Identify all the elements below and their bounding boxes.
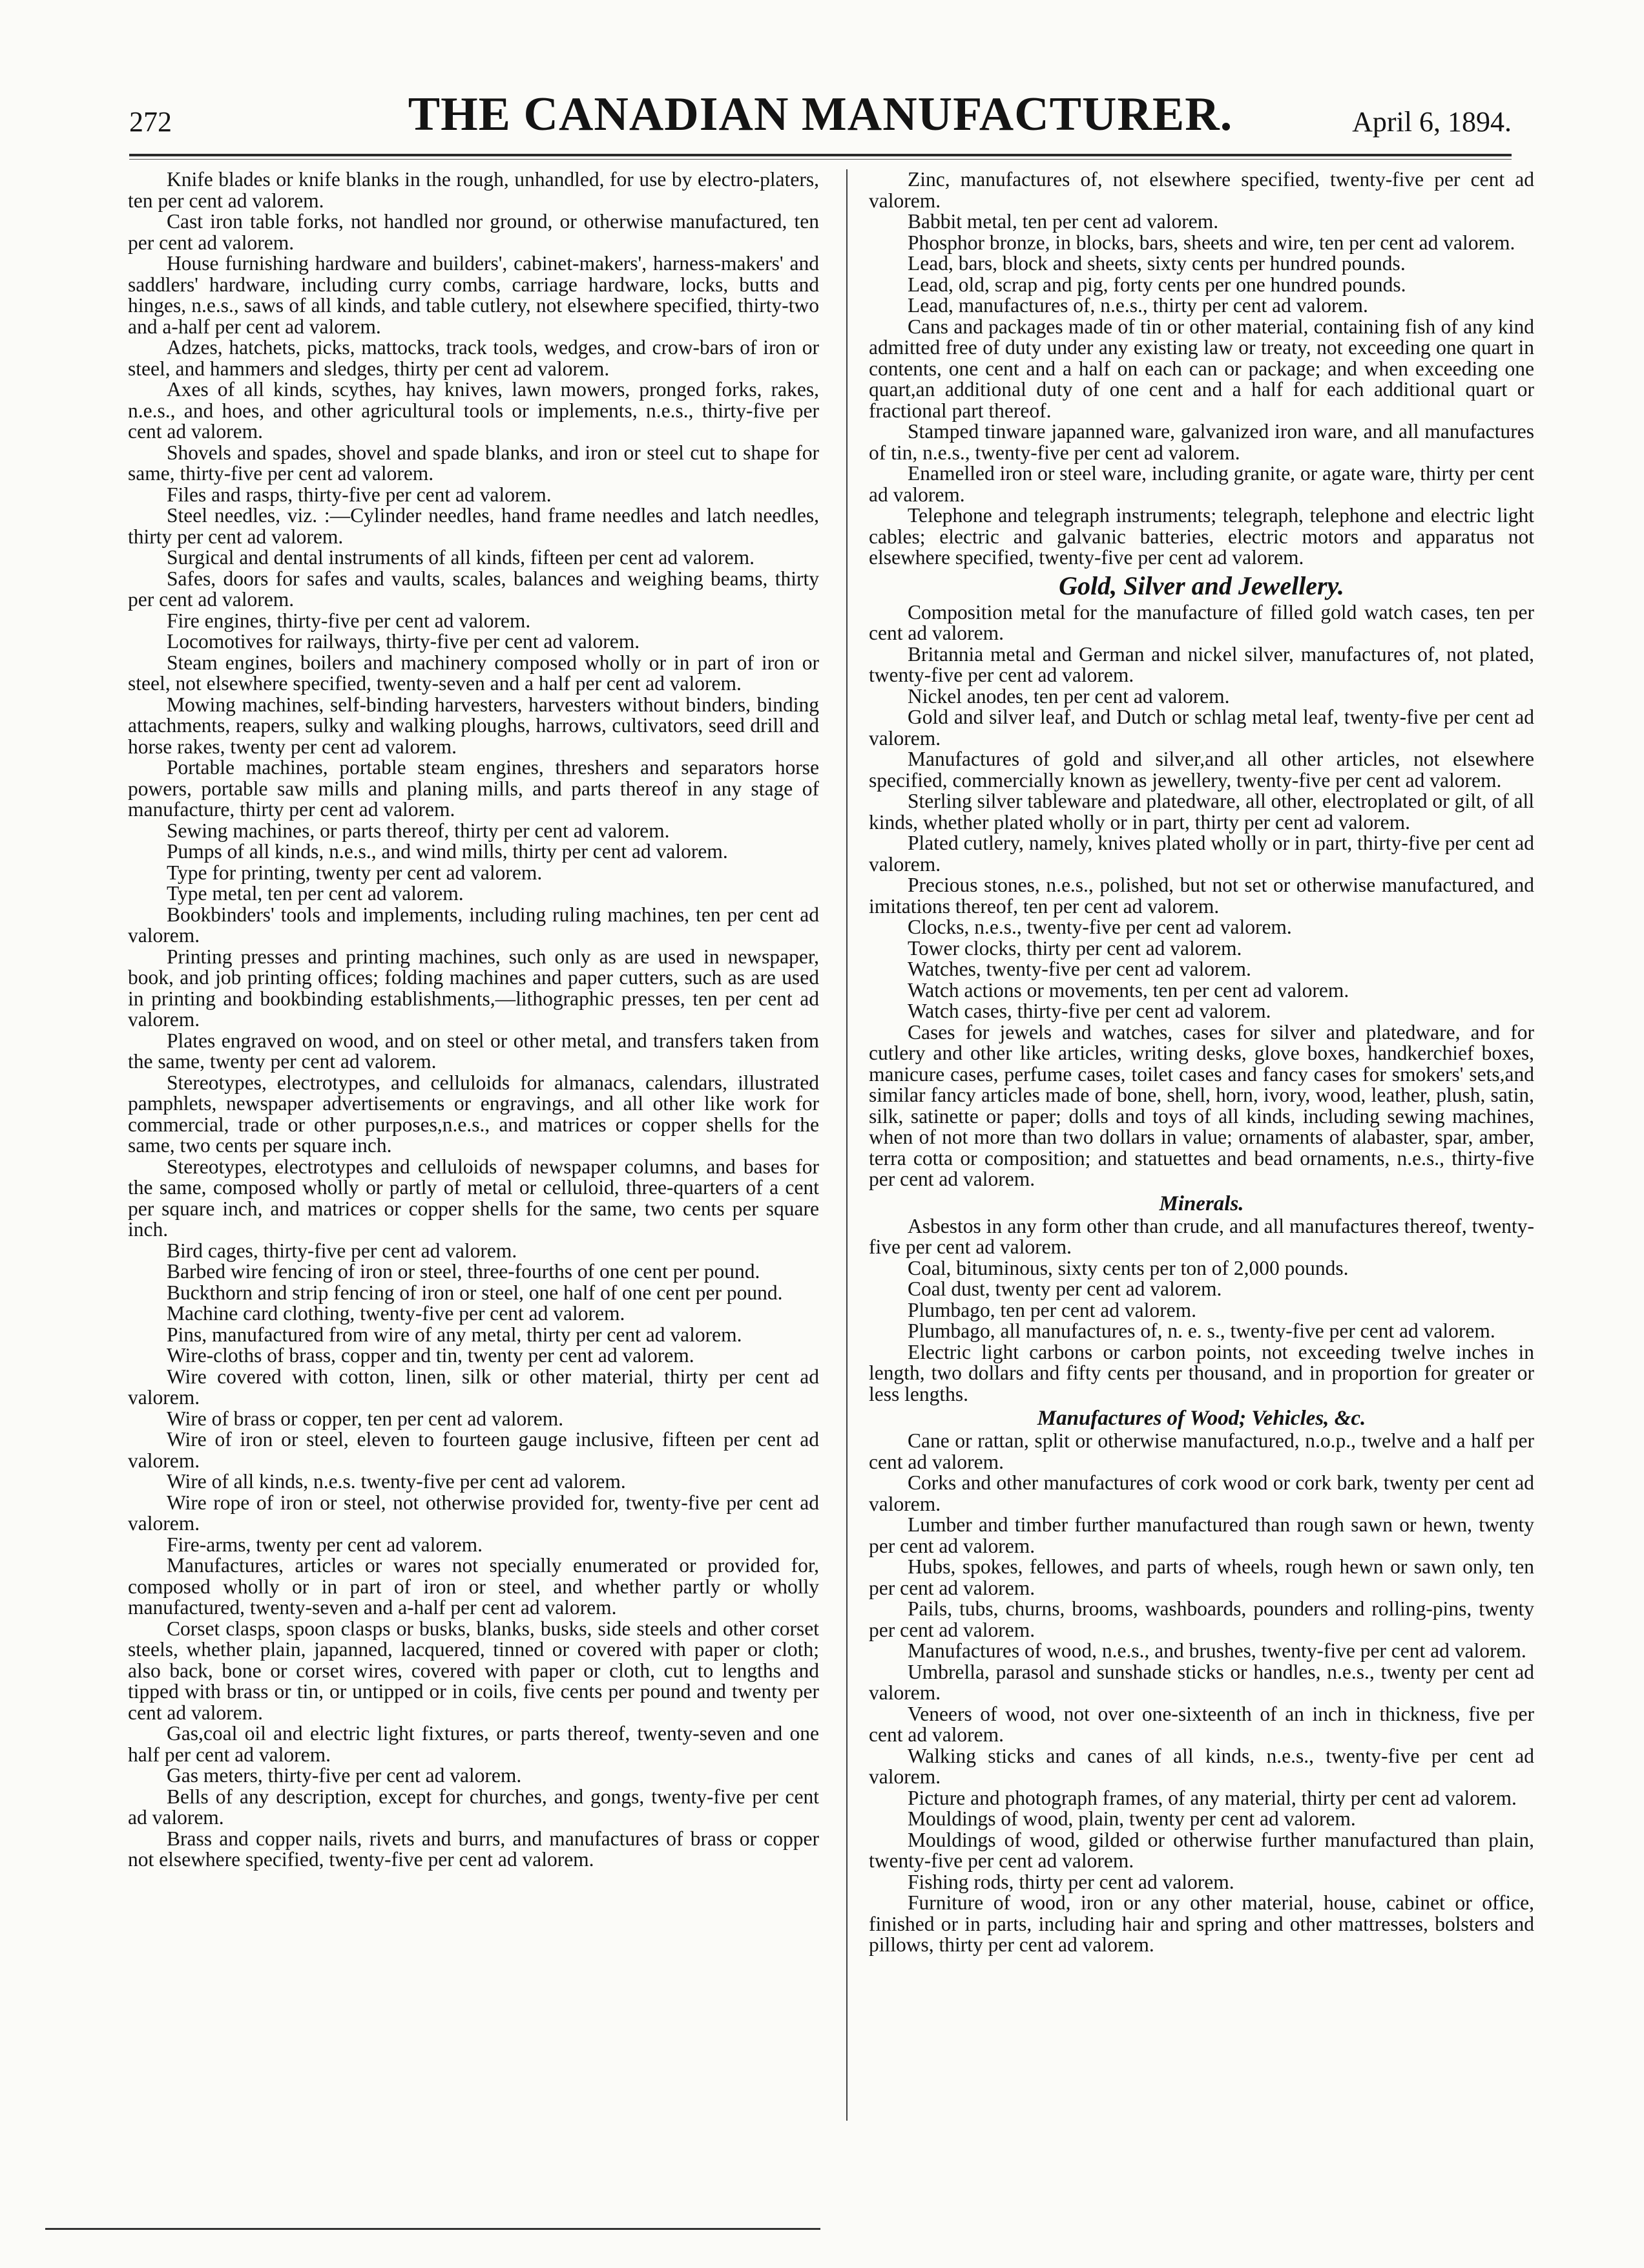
tariff-entry: Plumbago, ten per cent ad valorem.: [908, 1298, 1196, 1321]
tariff-entry: Wire covered with cotton, linen, silk or other material, thirty per cent ad valorem.: [128, 1365, 819, 1409]
tariff-entry: Mouldings of wood, plain, twenty per cent ad valorem.: [908, 1807, 1356, 1830]
tariff-entry: Coal, bituminous, sixty cents per ton of 2,000 pounds.: [908, 1256, 1349, 1279]
tariff-entry: Steel needles, viz. :—Cylinder needles, hand frame needles and latch needles, thirty per cent ad valorem.: [128, 504, 819, 548]
tariff-entry: Barbed wire fencing of iron or steel, three-fourths of one cent per pound.: [167, 1260, 760, 1283]
tariff-entry: Stamped tinware japanned ware, galvanized iron ware, and all manufactures of tin, n.e.s., twenty-five per cent ad valorem.: [869, 420, 1534, 464]
tariff-entry: Locomotives for railways, thirty-five per cent ad valorem.: [167, 630, 640, 653]
tariff-entry: Lumber and timber further manufactured than rough sawn or hewn, twenty per cent ad valorem.: [869, 1513, 1534, 1557]
section-subheading: Manufactures of Wood; Vehicles, &c.: [1037, 1407, 1366, 1430]
page-number: 272: [129, 106, 172, 138]
tariff-entry: Picture and photograph frames, of any material, thirty per cent ad valorem.: [908, 1786, 1517, 1809]
tariff-entry: Precious stones, n.e.s., polished, but not set or otherwise manufactured, and imitations thereof, ten per cent ad valorem.: [869, 874, 1534, 918]
left-column: [128, 169, 819, 2159]
tariff-entry: Cast iron table forks, not handled nor ground, or otherwise manufactured, ten per cent ad valorem.: [128, 210, 819, 254]
tariff-entry: Cans and packages made of tin or other material, containing fish of any kind admitted free of duty under any existing law or treaty, not exceeding one quart in contents, one cent and a half on each can or package; and when exceeding one quart,an additional duty of one cent and a half for each additional quart or fractional part thereof.: [869, 315, 1534, 422]
tariff-entry: Phosphor bronze, in blocks, bars, sheets and wire, ten per cent ad valorem.: [908, 231, 1515, 254]
tariff-entry: Wire of brass or copper, ten per cent ad valorem.: [167, 1407, 564, 1430]
header-rule: [129, 154, 1512, 156]
tariff-entry: Stereotypes, electrotypes, and celluloids for almanacs, calendars, illustrated pamphlets, newspaper advertisements or engravings, and all other like work for commercial, trade or other purposes,n.e.s., and matrices or copper shells for the same, two cents per square inch.: [128, 1071, 819, 1157]
tariff-entry: Sterling silver tableware and platedware, all other, electroplated or gilt, of all kinds, whether plated wholly or in part, thirty per cent ad valorem.: [869, 790, 1534, 834]
tariff-entry: Safes, doors for safes and vaults, scales, balances and weighing beams, thirty per cent ad valorem.: [128, 567, 819, 611]
tariff-entry: Babbit metal, ten per cent ad valorem.: [908, 210, 1219, 233]
right-column: [869, 169, 1534, 2159]
tariff-entry: Lead, manufactures of, n.e.s., thirty per cent ad valorem.: [908, 294, 1368, 317]
tariff-entry: Watch cases, thirty-five per cent ad valorem.: [908, 1000, 1271, 1022]
tariff-entry: Bells of any description, except for churches, and gongs, twenty-five per cent ad valorem.: [128, 1785, 819, 1829]
tariff-entry: Zinc, manufactures of, not elsewhere specified, twenty-five per cent ad valorem.: [869, 169, 1534, 212]
tariff-entry: Plumbago, all manufactures of, n. e. s., twenty-five per cent ad valorem.: [908, 1319, 1495, 1342]
tariff-entry: Gas,coal oil and electric light fixtures, or parts thereof, twenty-seven and one half per cent ad valorem.: [128, 1722, 819, 1766]
tariff-entry: Shovels and spades, shovel and spade blanks, and iron or steel cut to shape for same, thirty-five per cent ad valorem.: [128, 441, 819, 485]
tariff-entry: Machine card clothing, twenty-five per cent ad valorem.: [167, 1302, 625, 1325]
tariff-entry: Gas meters, thirty-five per cent ad valorem.: [167, 1764, 522, 1787]
tariff-entry: Manufactures, articles or wares not specially enumerated or provided for, composed wholly or in part of iron or steel, and whether partly or wholly manufactured, twenty-seven and a-half per cent ad valorem.: [128, 1554, 819, 1619]
tariff-entry: Walking sticks and canes of all kinds, n.e.s., twenty-five per cent ad valorem.: [869, 1744, 1534, 1788]
tariff-entry: House furnishing hardware and builders', cabinet-makers', harness-makers' and saddlers' hardware, including curry combs, carriage hardware, locks, butts and hinges, n.e.s., saws of all kinds, and table cutlery, not elsewhere specified, thirty-two and a-half per cent ad valorem.: [128, 252, 819, 338]
tariff-entry: Fire-arms, twenty per cent ad valorem.: [167, 1533, 483, 1556]
tariff-entry: Knife blades or knife blanks in the rough, unhandled, for use by electro-platers, ten per cent ad valorem.: [128, 169, 819, 212]
tariff-entry: Type for printing, twenty per cent ad valorem.: [167, 861, 543, 884]
tariff-entry: Telephone and telegraph instruments; telegraph, telephone and electric light cables; electric and galvanic batteries, electric motors and apparatus not elsewhere specified, twenty-five per cent ad valorem.: [869, 504, 1534, 569]
tariff-entry: Stereotypes, electrotypes and celluloids of newspaper columns, and bases for the same, composed wholly or partly of metal or celluloid, three-quarters of a cent per square inch, and matrices or copper shells for the same, two cents per square inch.: [128, 1155, 819, 1241]
tariff-entry: Pins, manufactured from wire of any metal, thirty per cent ad valorem.: [167, 1323, 742, 1346]
tariff-entry: Wire of all kinds, n.e.s. twenty-five per cent ad valorem.: [167, 1470, 626, 1493]
tariff-entry: Adzes, hatchets, picks, mattocks, track tools, wedges, and crow-bars of iron or steel, and hammers and sledges, thirty per cent ad valorem.: [128, 336, 819, 380]
tariff-entry: Hubs, spokes, fellowes, and parts of wheels, rough hewn or sawn only, ten per cent ad valorem.: [869, 1555, 1534, 1599]
tariff-entry: Pails, tubs, churns, brooms, washboards, pounders and rolling-pins, twenty per cent ad valorem.: [869, 1597, 1534, 1641]
tariff-entry: Plated cutlery, namely, knives plated wholly or in part, thirty-five per cent ad valorem.: [869, 832, 1534, 876]
tariff-entry: Umbrella, parasol and sunshade sticks or handles, n.e.s., twenty per cent ad valorem.: [869, 1660, 1534, 1704]
tariff-entry: Portable machines, portable steam engines, threshers and separators horse powers, portable saw mills and planing mills, and parts thereof in any stage of manufacture, thirty per cent ad valorem.: [128, 756, 819, 821]
tariff-entry: Cases for jewels and watches, cases for silver and platedware, and for cutlery and other like articles, writing desks, glove boxes, handkerchief boxes, manicure cases, perfume cases, toilet cases and fancy cases for smokers' sets,and similar fancy articles made of bone, shell, horn, ivory, wood, leather, plush, satin, silk, satinette or paper; dolls and toys of all kinds, including sewing machines, when of not more than two dollars in value; ornaments of alabaster, spar, amber, terra cotta or composition; and statuettes and bead ornaments, n.e.s., thirty-five per cent ad valorem.: [869, 1020, 1534, 1190]
tariff-entry: Bird cages, thirty-five per cent ad valorem.: [167, 1239, 517, 1262]
tariff-entry: Electric light carbons or carbon points, not exceeding twelve inches in length, two dollars and fifty cents per thousand, and in proportion for greater or less lengths.: [869, 1340, 1534, 1405]
tariff-entry: Corset clasps, spoon clasps or busks, blanks, busks, side steels and other corset steels, whether plain, japanned, lacquered, tinned or covered with paper or cloth; also back, bone or corset wires, covered with paper or cloth, cut to lengths and tipped with brass or tin, or untipped or in coils, five cents per pound and twenty per cent ad valorem.: [128, 1617, 819, 1724]
section-subheading: Minerals.: [1159, 1192, 1244, 1215]
tariff-entry: Steam engines, boilers and machinery composed wholly or in part of iron or steel, not elsewhere specified, twenty-seven and a half per cent ad valorem.: [128, 651, 819, 695]
page-header: [129, 87, 1512, 152]
tariff-entry: Watches, twenty-five per cent ad valorem.: [908, 958, 1251, 980]
tariff-entry: Surgical and dental instruments of all kinds, fifteen per cent ad valorem.: [167, 546, 755, 569]
tariff-entry: Nickel anodes, ten per cent ad valorem.: [908, 684, 1230, 708]
tariff-entry: Asbestos in any form other than crude, and all manufactures thereof, twenty-five per cent ad valorem.: [869, 1214, 1534, 1258]
tariff-entry: Furniture of wood, iron or any other material, house, cabinet or office, finished or in parts, including hair and spring and other mattresses, bolsters and pillows, thirty per cent ad valorem.: [869, 1891, 1534, 1956]
tariff-entry: Type metal, ten per cent ad valorem.: [167, 882, 464, 905]
column-divider: [846, 169, 848, 2121]
tariff-entry: Britannia metal and German and nickel silver, manufactures of, not plated, twenty-five per cent ad valorem.: [869, 642, 1534, 686]
tariff-entry: Clocks, n.e.s., twenty-five per cent ad valorem.: [908, 916, 1292, 938]
tariff-entry: Enamelled iron or steel ware, including granite, or agate ware, thirty per cent ad valorem.: [869, 462, 1534, 506]
tariff-entry: Mouldings of wood, gilded or otherwise further manufactured than plain, twenty-five per cent ad valorem.: [869, 1828, 1534, 1872]
tariff-entry: Wire-cloths of brass, copper and tin, twenty per cent ad valorem.: [167, 1344, 694, 1367]
tariff-entry: Tower clocks, thirty per cent ad valorem.: [908, 936, 1242, 960]
section-heading: Gold, Silver and Jewellery.: [1059, 571, 1344, 600]
tariff-entry: Wire rope of iron or steel, not otherwise provided for, twenty-five per cent ad valorem.: [128, 1491, 819, 1535]
tariff-entry: Pumps of all kinds, n.e.s., and wind mills, thirty per cent ad valorem.: [167, 840, 728, 863]
tariff-entry: Lead, old, scrap and pig, forty cents per one hundred pounds.: [908, 273, 1406, 296]
tariff-entry: Files and rasps, thirty-five per cent ad valorem.: [167, 483, 552, 506]
tariff-entry: Watch actions or movements, ten per cent ad valorem.: [908, 978, 1349, 1002]
tariff-entry: Bookbinders' tools and implements, including ruling machines, ten per cent ad valorem.: [128, 903, 819, 947]
tariff-entry: Coal dust, twenty per cent ad valorem.: [908, 1277, 1222, 1300]
tariff-entry: Buckthorn and strip fencing of iron or steel, one half of one cent per pound.: [167, 1281, 783, 1304]
tariff-entry: Composition metal for the manufacture of filled gold watch cases, ten per cent ad valorem.: [869, 600, 1534, 644]
tariff-entry: Fire engines, thirty-five per cent ad valorem.: [167, 609, 531, 632]
tariff-entry: Cane or rattan, split or otherwise manufactured, n.o.p., twelve and a half per cent ad valorem.: [869, 1429, 1534, 1473]
tariff-entry: Corks and other manufactures of cork wood or cork bark, twenty per cent ad valorem.: [869, 1471, 1534, 1515]
tariff-entry: Axes of all kinds, scythes, hay knives, lawn mowers, pronged forks, rakes, n.e.s., and hoes, and other agricultural tools or implements, n.e.s., thirty-five per cent ad valorem.: [128, 378, 819, 443]
tariff-entry: Mowing machines, self-binding harvesters, harvesters without binders, binding attachments, reapers, sulky and walking ploughs, harrows, cultivators, seed drill and horse rakes, twenty per cent ad valorem.: [128, 693, 819, 758]
tariff-entry: Veneers of wood, not over one-sixteenth of an inch in thickness, five per cent ad valorem.: [869, 1702, 1534, 1746]
tariff-entry: Brass and copper nails, rivets and burrs, and manufactures of brass or copper not elsewhere specified, twenty-five per cent ad valorem.: [128, 1827, 819, 1871]
tariff-entry: Manufactures of wood, n.e.s., and brushes, twenty-five per cent ad valorem.: [908, 1639, 1526, 1662]
tariff-entry: Plates engraved on wood, and on steel or other metal, and transfers taken from the same, twenty per cent ad valorem.: [128, 1029, 819, 1073]
tariff-entry: Printing presses and printing machines, such only as are used in newspaper, book, and job printing offices; folding machines and paper cutters, such as are used in printing and bookbinding establishments,—lithographic presses, ten per cent ad valorem.: [128, 945, 819, 1031]
tariff-entry: Manufactures of gold and silver,and all other articles, not elsewhere specified, commercially known as jewellery, twenty-five per cent ad valorem.: [869, 748, 1534, 792]
tariff-entry: Fishing rods, thirty per cent ad valorem.: [908, 1870, 1234, 1893]
header-rule-thin: [129, 159, 1512, 160]
tariff-entry: Wire of iron or steel, eleven to fourteen gauge inclusive, fifteen per cent ad valorem.: [128, 1428, 819, 1472]
tariff-entry: Sewing machines, or parts thereof, thirty per cent ad valorem.: [167, 819, 670, 842]
issue-date: April 6, 1894.: [1352, 106, 1512, 138]
footer-rule: [45, 2228, 820, 2230]
tariff-entry: Gold and silver leaf, and Dutch or schlag metal leaf, twenty-five per cent ad valorem.: [869, 706, 1534, 750]
tariff-entry: Lead, bars, block and sheets, sixty cents per hundred pounds.: [908, 252, 1406, 275]
page-title: THE CANADIAN MANUFACTURER.: [408, 88, 1233, 141]
